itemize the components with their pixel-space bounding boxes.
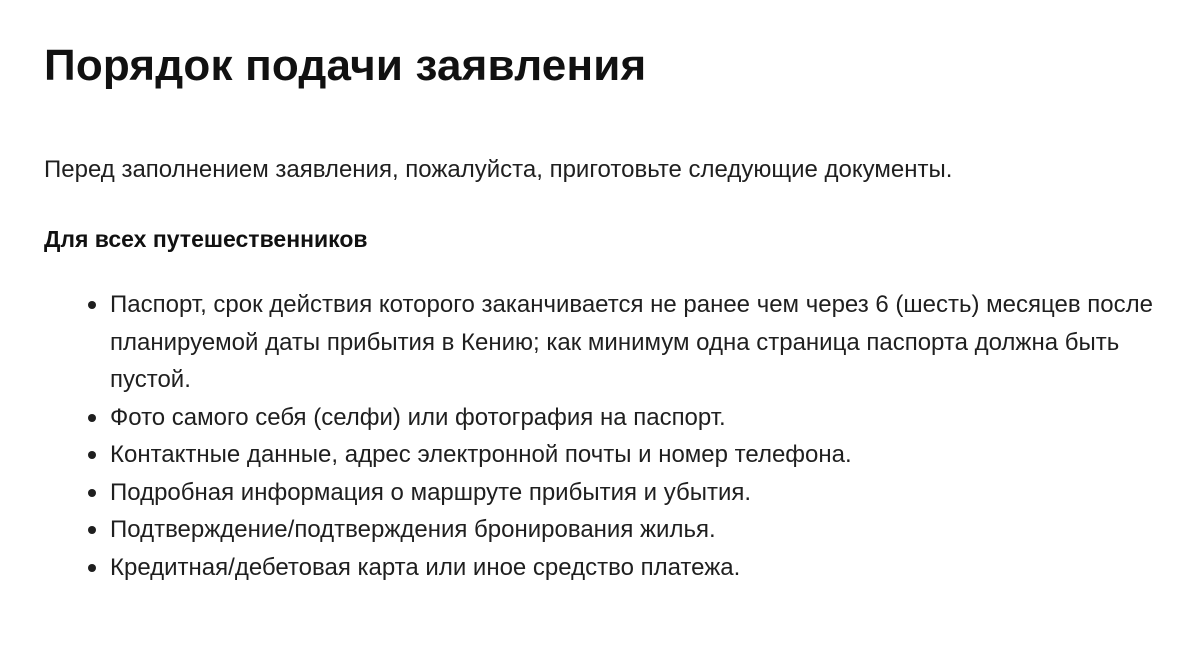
documents-list [44, 286, 1184, 586]
bullet-icon [88, 526, 96, 534]
bullet-icon [88, 301, 96, 309]
list-item-text: Подтверждение/подтверждения бронирования жилья. [110, 516, 716, 543]
bullet-icon [88, 489, 96, 497]
bullet-icon [88, 451, 96, 459]
list-item-photo [44, 399, 1160, 437]
list-item-passport [44, 286, 1160, 399]
intro-text: Перед заполнением заявления, пожалуйста, приготовьте следующие документы. [44, 156, 953, 183]
page-title: Порядок подачи заявления [44, 41, 647, 90]
list-item-text: Контактные данные, адрес электронной почты и номер телефона. [110, 441, 852, 468]
bullet-icon [88, 564, 96, 572]
list-item-payment [44, 549, 1160, 587]
bullet-icon [88, 414, 96, 422]
section-heading: Для всех путешественников [44, 226, 368, 252]
list-item-text: Паспорт, срок действия которого заканчивается не ранее чем через 6 (шесть) месяцев после планируемой даты прибытия в Кению; как минимум одна страница паспорта должна быть пустой. [110, 291, 1153, 393]
list-item-accommodation [44, 511, 1160, 549]
list-item-text: Кредитная/дебетовая карта или иное средство платежа. [110, 553, 741, 581]
list-item-contacts [44, 436, 1160, 474]
list-item-text: Подробная информация о маршруте прибытия и убытия. [110, 478, 752, 506]
list-item-text: Фото самого себя (селфи) или фотография на паспорт. [110, 403, 726, 431]
list-item-itinerary [44, 474, 1160, 512]
page-content [44, 0, 1184, 586]
